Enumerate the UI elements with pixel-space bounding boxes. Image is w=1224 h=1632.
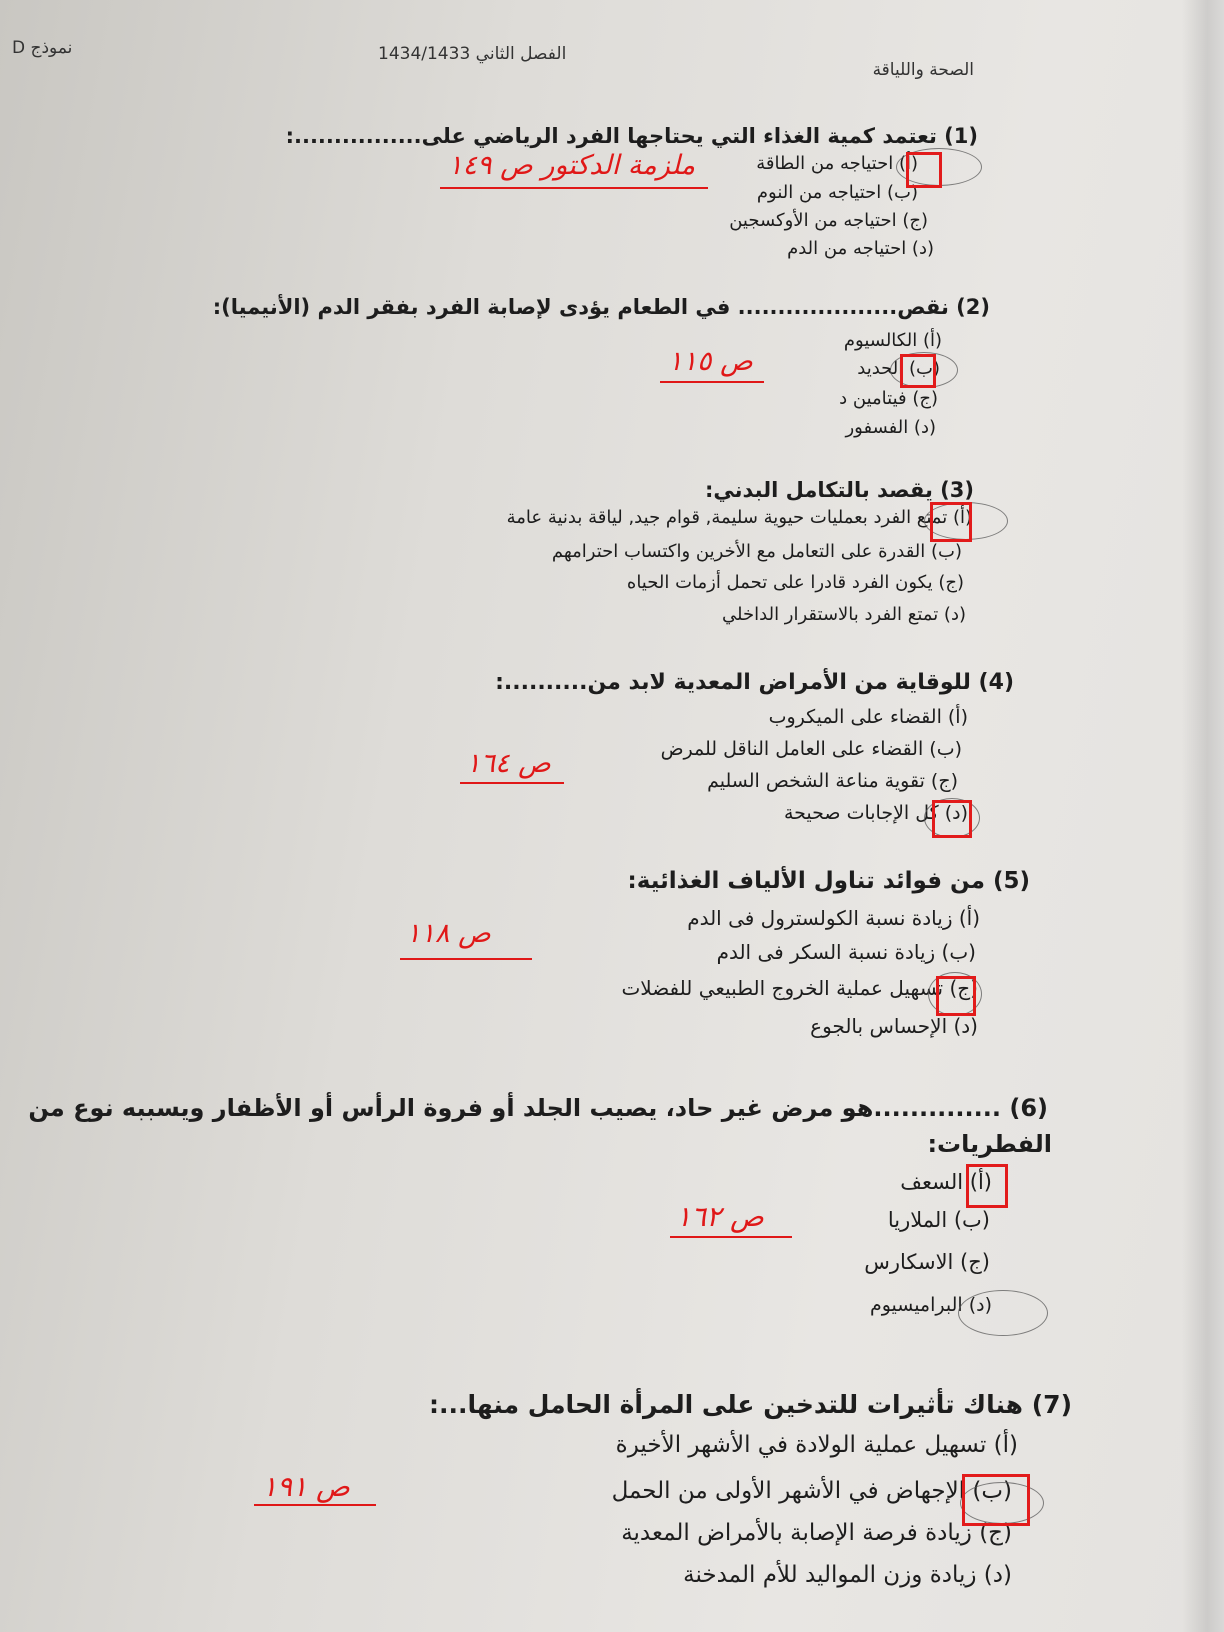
q5-option-c: (ج) تسهيل عملية الخروج الطبيعي للفضلات — [621, 976, 978, 1000]
q4-reference-note: ص ١٦٤ — [466, 748, 551, 779]
q3-option-a: (أ) تمتع الفرد بعمليات حيوية سليمة, قوام جيد, لياقة بدنية عامة — [506, 507, 972, 528]
q4-note-underline — [460, 782, 564, 784]
q7-option-c: (ج) زيادة فرصة الإصابة بالأمراض المعدية — [621, 1520, 1012, 1546]
q6-option-c: (ج) الاسكارس — [864, 1250, 990, 1274]
q1-option-c: (ج) احتياجه من الأوكسجين — [729, 210, 928, 231]
question-3: (3) يقصد بالتكامل البدني: — [705, 478, 974, 502]
q4-option-c: (ج) تقوية مناعة الشخص السليم — [707, 770, 958, 792]
q6-option-b: (ب) الملاريا — [887, 1208, 990, 1232]
q2-option-d: (د) الفسفور — [845, 417, 936, 438]
question-6: (6) ..............هو مرض غير حاد، يصيب الجلد أو فروة الرأس أو الأظفار ويسببه نوع من — [28, 1094, 1048, 1122]
semester-label: الفصل الثاني 1434/1433 — [378, 44, 567, 64]
q5-answer-box — [936, 976, 976, 1016]
q1-answer-box — [906, 152, 942, 188]
q6-option-a: (أ) السعف — [900, 1170, 992, 1194]
q2-option-c: (ج) فيتامين د — [839, 388, 938, 409]
q1-option-a: (أ) احتياجه من الطاقة — [756, 153, 918, 174]
q6-reference-note: ص ١٦٢ — [676, 1200, 764, 1233]
q6-option-d: (د) البراميسيوم — [869, 1294, 992, 1316]
subject-label: الصحة واللياقة — [872, 60, 974, 80]
q6-pencil-circle — [958, 1290, 1048, 1336]
q1-reference-note: ملزمة الدكتور ص ١٤٩ — [448, 150, 696, 181]
q4-option-a: (أ) القضاء على الميكروب — [768, 706, 968, 728]
q5-option-b: (ب) زيادة نسبة السكر فى الدم — [716, 940, 976, 964]
q5-option-d: (د) الإحساس بالجوع — [810, 1014, 978, 1038]
question-4: (4) للوقاية من الأمراض المعدية لابد من..........: — [495, 670, 1014, 695]
q4-answer-box — [932, 800, 972, 838]
q2-reference-note: ص ١١٥ — [668, 346, 753, 377]
q4-option-d: (د) كل الإجابات صحيحة — [783, 802, 968, 824]
q1-note-underline — [440, 187, 708, 189]
question-7: (7) هناك تأثيرات للتدخين على المرأة الحامل منها...: — [429, 1390, 1072, 1419]
q3-option-c: (ج) يكون الفرد قادرا على تحمل أزمات الحياه — [626, 572, 964, 593]
q1-option-d: (د) احتياجه من الدم — [787, 238, 934, 259]
model-label: نموذج D — [12, 38, 73, 58]
q7-option-b: (ب) الإجهاض في الأشهر الأولى من الحمل — [611, 1478, 1012, 1504]
q1-option-b: (ب) احتياجه من النوم — [756, 182, 918, 203]
question-5: (5) من فوائد تناول الألياف الغذائية: — [627, 868, 1030, 894]
q5-reference-note: ص ١١٨ — [406, 918, 491, 949]
q2-answer-box — [900, 354, 936, 388]
question-1: (1) تعتمد كمية الغذاء التي يحتاجها الفرد الرياضي على................: — [285, 124, 978, 148]
question-6-continuation: الفطريات: — [927, 1130, 1052, 1158]
q7-option-d: (د) زيادة وزن المواليد للأم المدخنة — [683, 1562, 1012, 1588]
q3-option-d: (د) تمتع الفرد بالاستقرار الداخلي — [722, 604, 966, 625]
q2-option-a: (أ) الكالسيوم — [843, 330, 942, 351]
q2-option-b: (ب) الحديد — [857, 358, 940, 379]
q7-option-a: (أ) تسهيل عملية الولادة في الأشهر الأخيرة — [615, 1432, 1018, 1458]
q5-note-underline — [400, 958, 532, 960]
page-edge-shadow — [1182, 0, 1224, 1632]
q3-option-b: (ب) القدرة على التعامل مع الأخرين واكتساب احترامهم — [551, 541, 962, 562]
q7-answer-box — [962, 1474, 1030, 1526]
q6-answer-box — [966, 1164, 1008, 1208]
q3-answer-box — [930, 502, 972, 542]
q6-note-underline — [670, 1236, 792, 1238]
q7-reference-note: ص ١٩١ — [262, 1470, 350, 1503]
q2-note-underline — [660, 381, 764, 383]
q7-note-underline — [254, 1504, 376, 1506]
q4-option-b: (ب) القضاء على العامل الناقل للمرض — [660, 738, 962, 760]
q5-option-a: (أ) زيادة نسبة الكولسترول فى الدم — [687, 906, 980, 930]
question-2: (2) نقص.................... في الطعام يؤدى لإصابة الفرد بفقر الدم (الأنيميا): — [212, 295, 990, 319]
